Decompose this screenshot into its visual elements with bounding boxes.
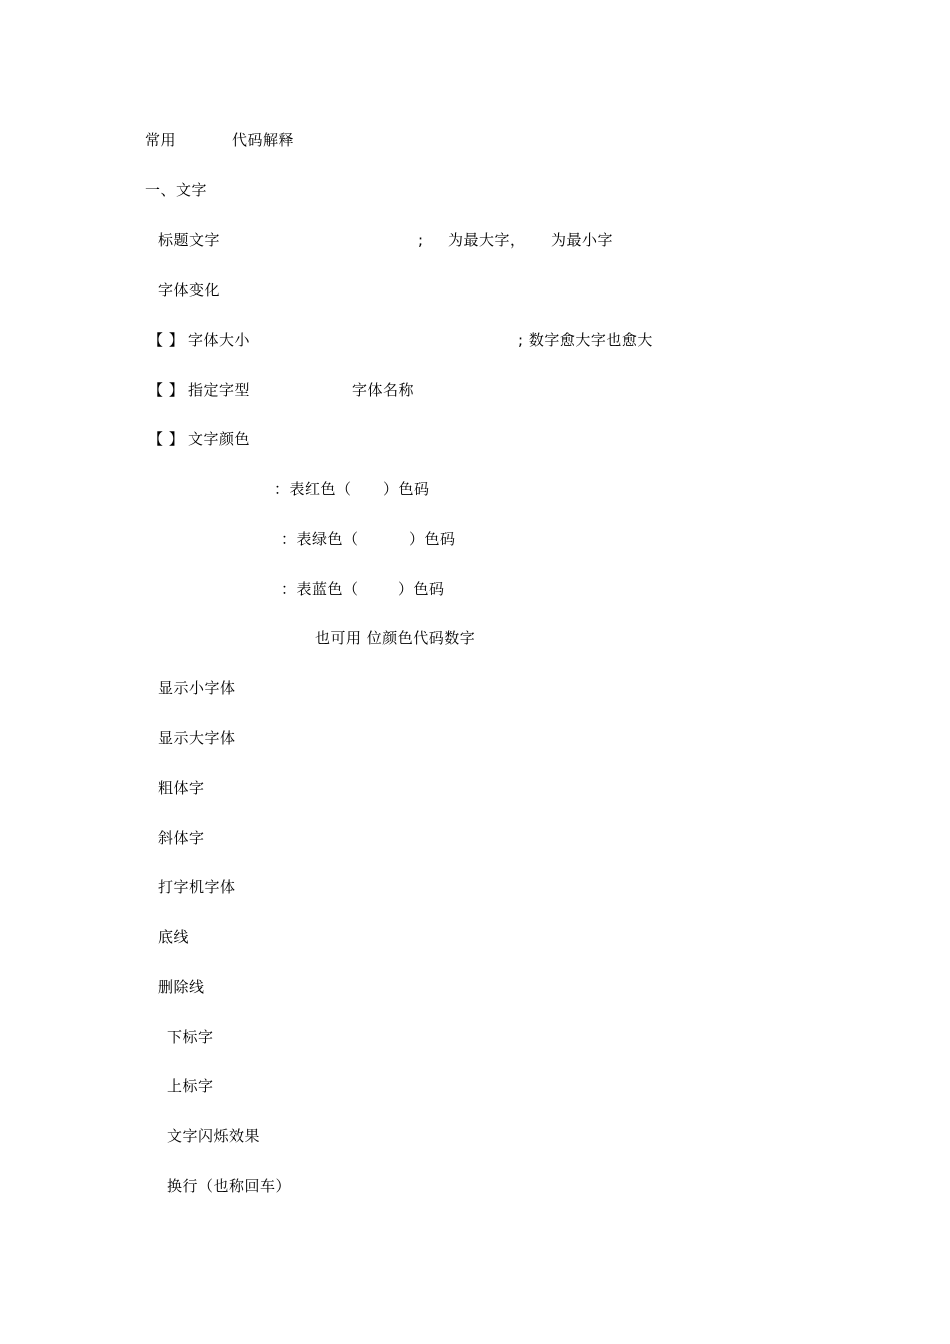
title-part-1: 常用 xyxy=(145,131,177,149)
font-size-label: 字体大小 xyxy=(188,331,251,349)
font-face-label: 指定字型 xyxy=(188,381,251,399)
list-item: 上标字 xyxy=(167,1077,214,1095)
list-item: 换行（也称回车） xyxy=(167,1177,292,1195)
list-item: 打字机字体 xyxy=(158,878,236,896)
color-red-suffix: ）色码 xyxy=(383,480,430,498)
heading-text-separator: ; xyxy=(418,231,424,249)
section-heading: 一、文字 xyxy=(145,181,208,199)
color-red-prefix: ：表红色（ xyxy=(274,480,352,498)
list-item: 底线 xyxy=(158,928,190,946)
list-item: 斜体字 xyxy=(158,829,205,847)
color-blue-suffix: ）色码 xyxy=(398,580,445,598)
list-item: 文字闪烁效果 xyxy=(167,1127,261,1145)
heading-text-max: 为最大字， xyxy=(448,231,526,249)
font-color-label: 文字颜色 xyxy=(188,430,251,448)
color-blue-prefix: ：表蓝色（ xyxy=(281,580,359,598)
list-item: 显示小字体 xyxy=(158,679,236,697)
font-change-label: 字体变化 xyxy=(158,281,221,299)
heading-text-min: 为最小字 xyxy=(551,231,614,249)
title-part-2: 代码解释 xyxy=(232,131,295,149)
color-hex-note: 也可用 位颜色代码数字 xyxy=(315,629,476,647)
color-green-suffix: ）色码 xyxy=(409,530,456,548)
font-face-bracket: 【 】 xyxy=(148,381,185,399)
font-face-value: 字体名称 xyxy=(352,381,415,399)
list-item: 下标字 xyxy=(167,1028,214,1046)
heading-text-label: 标题文字 xyxy=(158,231,221,249)
color-green-prefix: ：表绿色（ xyxy=(281,530,359,548)
list-item: 显示大字体 xyxy=(158,729,236,747)
list-item: 删除线 xyxy=(158,978,205,996)
font-size-bracket: 【 】 xyxy=(148,331,185,349)
list-item: 粗体字 xyxy=(158,779,205,797)
font-size-note: ; 数字愈大字也愈大 xyxy=(518,331,653,349)
font-color-bracket: 【 】 xyxy=(148,430,185,448)
